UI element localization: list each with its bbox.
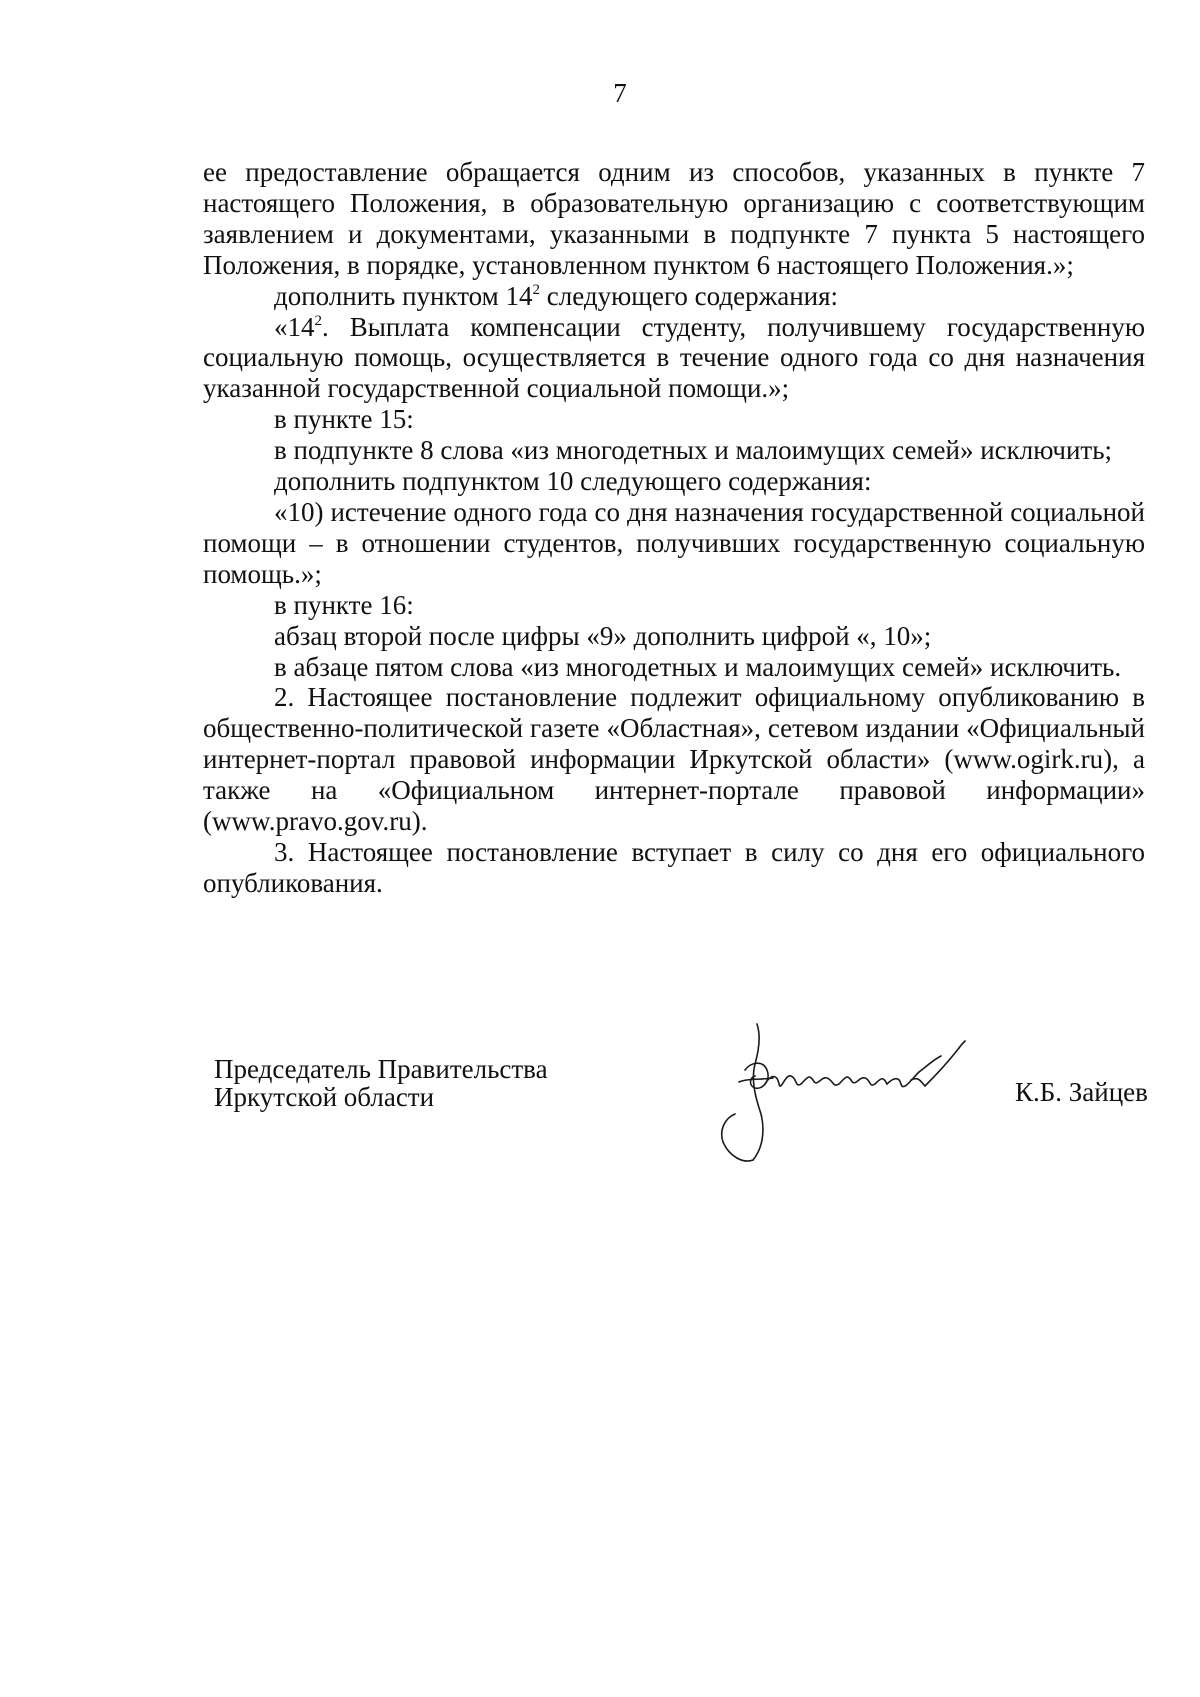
- text-fragment: следующего содержания:: [540, 280, 839, 311]
- signatory-title-line: Иркутской области: [214, 1082, 435, 1112]
- text-fragment: дополнить пунктом 14: [274, 280, 533, 311]
- text-fragment: «14: [274, 311, 315, 342]
- text-fragment: . Выплата компенсации студенту, получившему государственную социальную помощь, осуществляется в течение одного года со дня назначения указанной государственной социальной помощи.»;: [203, 311, 1145, 404]
- paragraph-point-14-2-text: [203, 312, 1145, 405]
- paragraph-fifth-abzac: в абзаце пятом слова «из многодетных и малоимущих семей» исключить.: [274, 651, 1122, 682]
- document-body: [203, 157, 1145, 899]
- paragraph-point-15: в пункте 15:: [274, 404, 414, 435]
- superscript: 2: [314, 312, 322, 329]
- paragraph-add-subpoint-10: дополнить подпунктом 10 следующего содержания:: [274, 466, 872, 497]
- paragraph-entry-into-force: 3. Настоящее постановление вступает в силу со дня его официального опубликования.: [203, 836, 1145, 898]
- paragraph-publication: 2. Настоящее постановление подлежит официальному опубликованию в общественно-политической газете «Областная», сетевом издании «Официальный интернет-портал правовой информации Иркутской области» (www.ogirk.ru), а также на «Официальном интернет-портале правовой информации» (www.pravo.gov.ru).: [203, 682, 1145, 837]
- paragraph-second-abzac: абзац второй после цифры «9» дополнить цифрой «, 10»;: [274, 620, 932, 651]
- paragraph-subpoint-8: в подпункте 8 слова «из многодетных и малоимущих семей» исключить;: [274, 435, 1113, 466]
- paragraph-continuation: ее предоставление обращается одним из способов, указанных в пункте 7 настоящего Положения, в образовательную организацию с соответствующим заявлением и документами, указанными в подпункте 7 пункта 5 настоящего Положения, в порядке, установленном пунктом 6 настоящего Положения.»;: [203, 157, 1145, 280]
- signatory-name: К.Б. Зайцев: [1015, 1077, 1148, 1107]
- paragraph-subpoint-10-text: «10) истечение одного года со дня назначения государственной социальной помощи – в отношении студентов, получивших государственную социальную помощь.»;: [203, 496, 1145, 589]
- paragraph-add-point-14-2: [203, 281, 1145, 312]
- paragraph-point-16: в пункте 16:: [274, 589, 414, 620]
- signatory-title: [214, 1055, 548, 1111]
- handwritten-signature: [715, 1018, 995, 1168]
- superscript: 2: [532, 281, 540, 298]
- page-number: 7: [613, 78, 627, 108]
- signatory-title-line: Председатель Правительства: [214, 1054, 548, 1084]
